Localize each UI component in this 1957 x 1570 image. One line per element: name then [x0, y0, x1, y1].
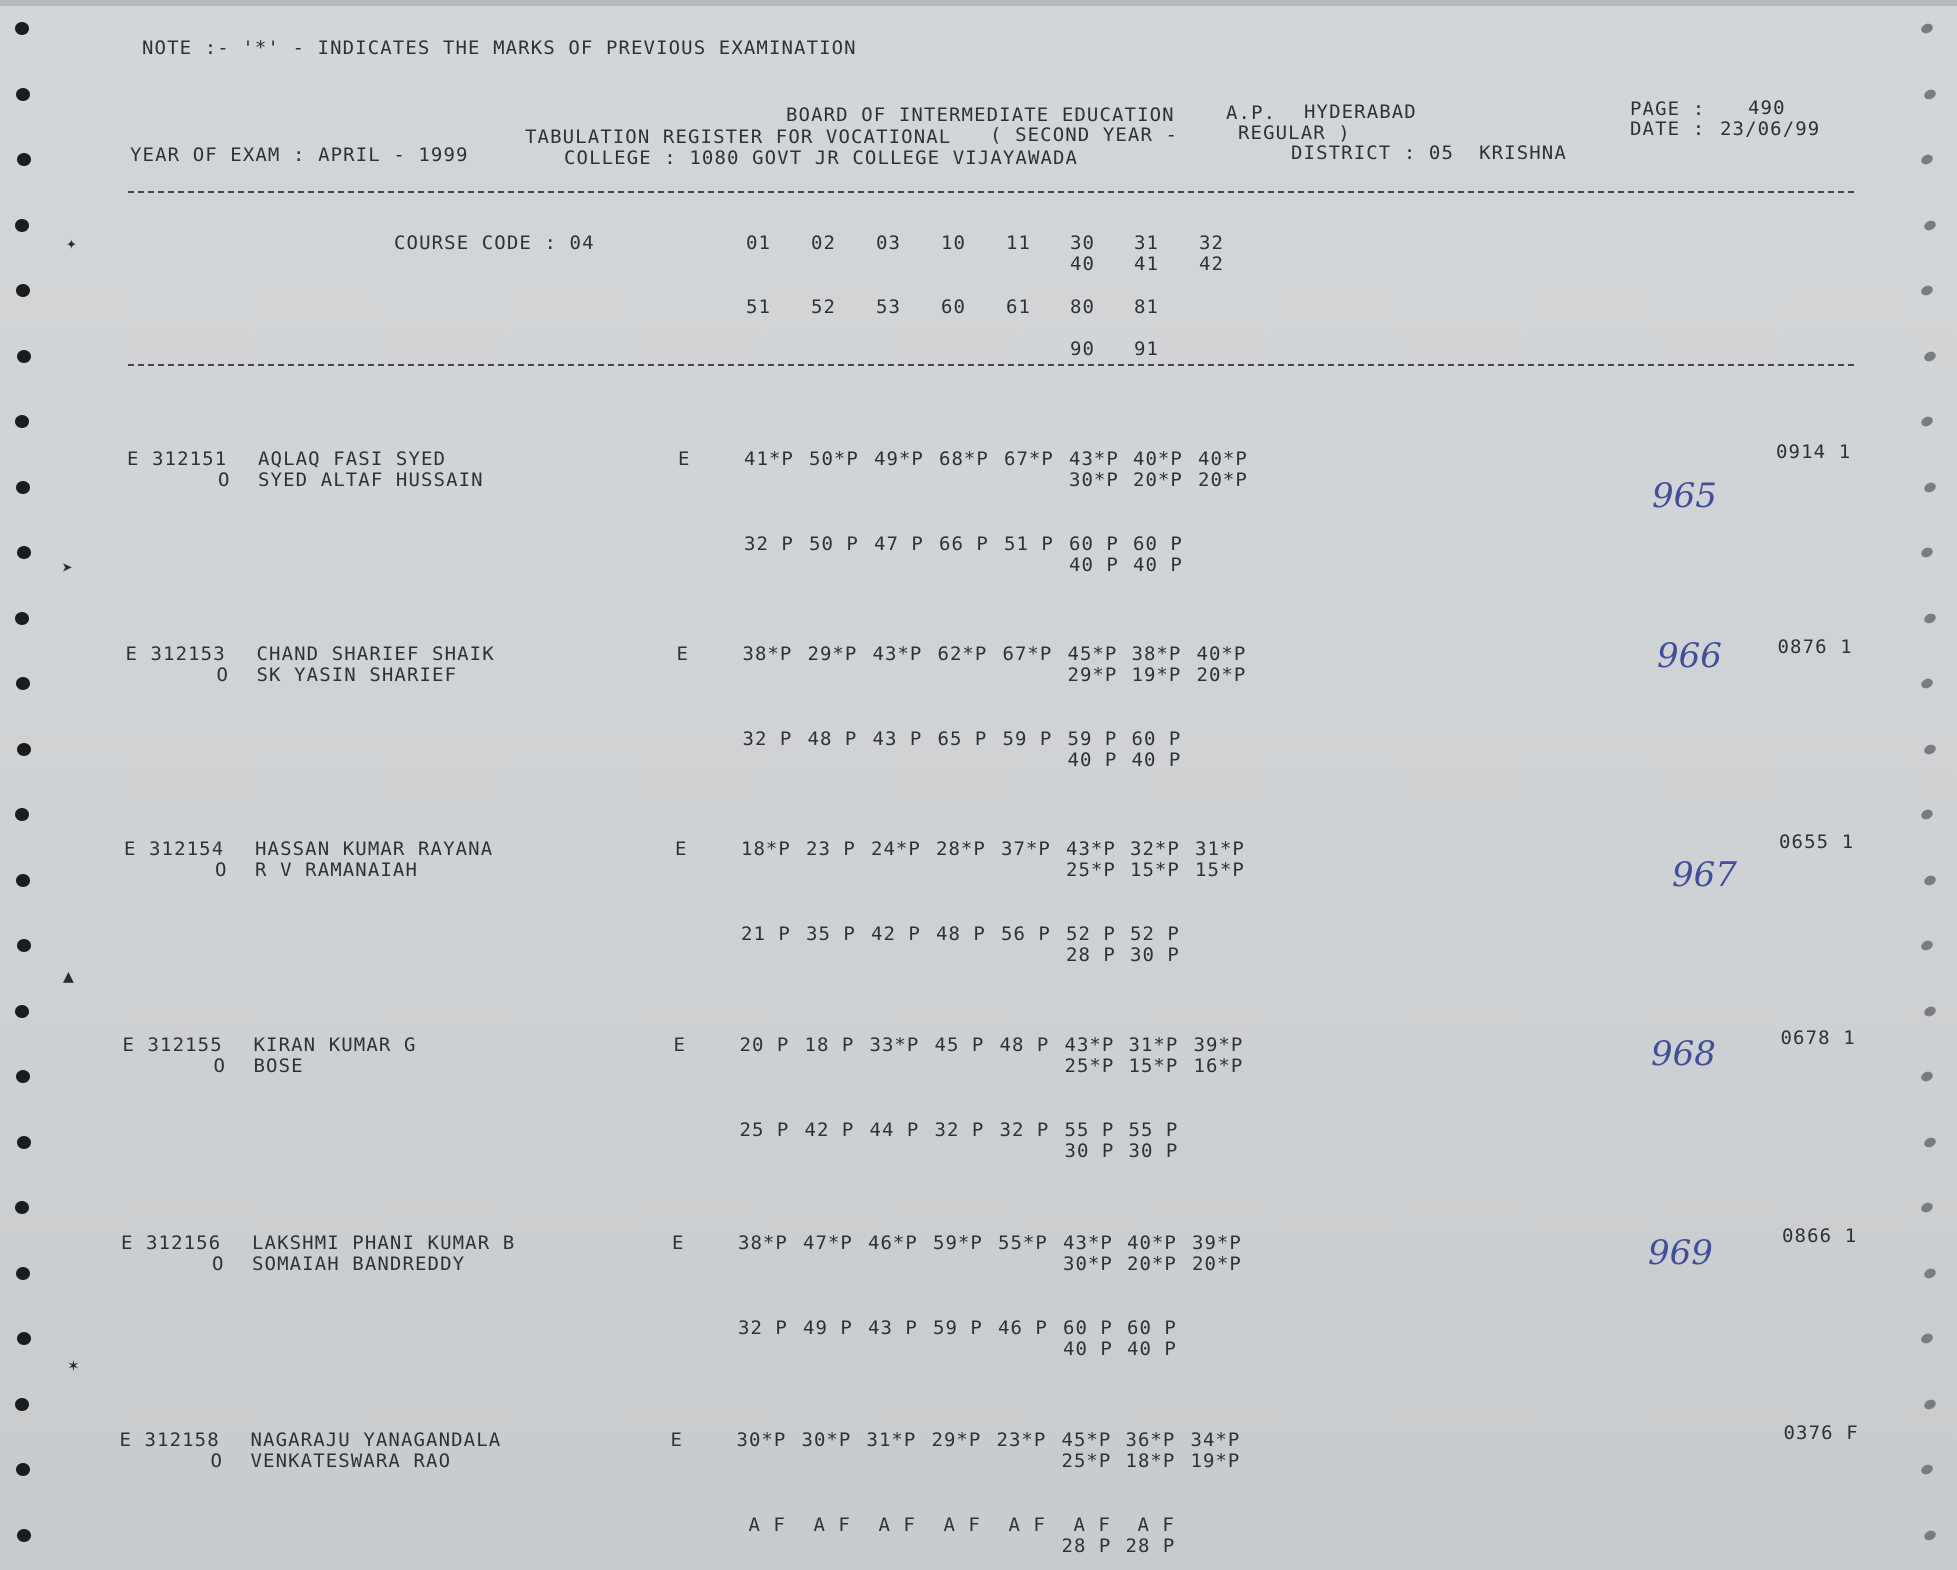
mark-cell: 43*P	[1069, 448, 1119, 470]
category-code: O	[213, 1055, 227, 1077]
mark-cell: 41*P	[744, 448, 794, 470]
mark-cell: 30*P	[801, 1429, 852, 1451]
mark-cell: 59 P	[1067, 728, 1118, 750]
exam-year: YEAR OF EXAM : APRIL - 1999	[130, 144, 469, 166]
student-name: AQLAQ FASI SYED	[258, 448, 447, 470]
mark-cell: 60 P	[1127, 1317, 1177, 1339]
board-city: HYDERABAD	[1304, 101, 1417, 123]
mark-cell: 52 P	[1066, 923, 1116, 945]
print-date: 23/06/99	[1720, 118, 1821, 140]
mark-cell: 59 P	[933, 1317, 983, 1339]
mark-cell: 38*P	[1131, 643, 1182, 665]
mark-cell: 40 P	[1063, 1338, 1113, 1360]
mark-cell: 20*P	[1196, 664, 1247, 686]
feed-hole	[1920, 284, 1935, 297]
mark-cell: 29*P	[931, 1429, 982, 1451]
mark-cell: 47*P	[803, 1232, 853, 1254]
feed-hole	[1923, 873, 1938, 886]
subject-code: 01	[746, 232, 771, 254]
medium-flag: E	[670, 1429, 684, 1451]
mark-cell: 42 P	[804, 1119, 855, 1141]
college-name: COLLEGE : 1080 GOVT JR COLLEGE VIJAYAWADA	[564, 147, 1079, 169]
feed-hole	[17, 153, 31, 166]
student-name: KIRAN KUMAR G	[253, 1034, 417, 1056]
page-number: 490	[1748, 97, 1786, 119]
mark-cell: 28*P	[936, 838, 986, 860]
medium-code: E	[125, 643, 139, 665]
mark-cell: 21 P	[741, 923, 791, 945]
feed-hole	[1923, 1397, 1938, 1410]
feed-hole	[1923, 480, 1938, 493]
mark-cell: 43 P	[872, 728, 923, 750]
mark-cell: 59 P	[1002, 728, 1053, 750]
feed-hole	[15, 1005, 29, 1018]
category-code: O	[218, 469, 231, 491]
mark-cell: 29*P	[1067, 664, 1118, 686]
feed-hole	[17, 350, 31, 363]
feed-hole	[1920, 415, 1935, 428]
mark-cell: 31*P	[1128, 1034, 1179, 1056]
subject-code: 51	[746, 296, 771, 318]
mark-cell: 40*P	[1127, 1232, 1177, 1254]
subject-code: 42	[1199, 253, 1224, 275]
subject-code: 32	[1199, 232, 1224, 254]
mark-cell: 15*P	[1128, 1055, 1179, 1077]
category-code: O	[212, 1253, 225, 1275]
roll-number: 312151	[152, 448, 228, 470]
subject-code: 81	[1134, 296, 1159, 318]
feed-hole	[1923, 1135, 1938, 1148]
mark-cell: 25*P	[1064, 1055, 1115, 1077]
mark-cell: A F	[878, 1514, 916, 1536]
mark-cell: A F	[943, 1514, 981, 1536]
mark-cell: 20*P	[1198, 469, 1248, 491]
subject-code: 60	[941, 296, 966, 318]
mark-cell: 51 P	[1004, 533, 1054, 555]
medium-code: E	[122, 1034, 136, 1056]
mark-cell: 42 P	[871, 923, 921, 945]
mark-cell: 31*P	[1195, 838, 1245, 860]
subject-code: 30	[1070, 232, 1095, 254]
category-code: O	[215, 859, 228, 881]
year-type: ( SECOND YEAR -	[990, 124, 1179, 146]
feed-hole	[16, 1463, 30, 1476]
mark-cell: 32*P	[1130, 838, 1180, 860]
feed-hole	[1920, 808, 1935, 821]
feed-hole	[16, 88, 30, 101]
rule-top	[128, 191, 1854, 193]
feed-hole	[1920, 1070, 1935, 1083]
aggregate-total: 0655 1	[1779, 831, 1855, 853]
mark-cell: 38*P	[742, 643, 793, 665]
handwritten-serial: 968	[1651, 1034, 1716, 1074]
mark-cell: 50*P	[809, 448, 859, 470]
aggregate-total: 0876 1	[1777, 636, 1853, 658]
mark-cell: 45*P	[1061, 1429, 1112, 1451]
medium-flag: E	[675, 838, 688, 860]
subject-code: 10	[941, 232, 966, 254]
mark-cell: 56 P	[1001, 923, 1051, 945]
feed-hole	[1920, 1201, 1935, 1214]
board-state: A.P.	[1226, 102, 1277, 124]
medium-flag: E	[676, 643, 690, 665]
roll-number: 312158	[144, 1429, 220, 1451]
subject-code: 41	[1134, 253, 1159, 275]
mark-cell: 15*P	[1130, 859, 1180, 881]
rule-bottom	[128, 364, 1854, 366]
roll-number: 312155	[147, 1034, 223, 1056]
category-code: O	[210, 1450, 224, 1472]
mark-cell: 43*P	[1064, 1034, 1115, 1056]
mark-cell: 47 P	[874, 533, 924, 555]
feed-hole	[15, 1201, 29, 1214]
mark-cell: 28 P	[1125, 1535, 1176, 1557]
feed-hole	[15, 808, 29, 821]
feed-hole	[17, 743, 31, 756]
mark-cell: 59*P	[933, 1232, 983, 1254]
mark-cell: 40*P	[1198, 448, 1248, 470]
mark-cell: 39*P	[1192, 1232, 1242, 1254]
mark-cell: 20*P	[1127, 1253, 1177, 1275]
feed-hole	[16, 677, 30, 690]
feed-hole	[15, 219, 29, 232]
mark-cell: 30 P	[1128, 1140, 1179, 1162]
subject-code: 31	[1134, 232, 1159, 254]
feed-hole	[1923, 742, 1938, 755]
mark-cell: 46*P	[868, 1232, 918, 1254]
aggregate-total: 0866 1	[1782, 1225, 1858, 1247]
mark-cell: 49*P	[874, 448, 924, 470]
mark-cell: 44 P	[869, 1119, 920, 1141]
mark-cell: 43 P	[868, 1317, 918, 1339]
mark-cell: 65 P	[937, 728, 988, 750]
mark-cell: 15*P	[1195, 859, 1245, 881]
category-code: O	[216, 664, 230, 686]
mark-cell: 55*P	[998, 1232, 1048, 1254]
subject-code: 11	[1006, 232, 1031, 254]
mark-cell: 25*P	[1066, 859, 1116, 881]
parent-name: SOMAIAH BANDREDDY	[252, 1253, 466, 1275]
roll-number: 312154	[149, 838, 225, 860]
mark-cell: A F	[813, 1514, 851, 1536]
mark-cell: 37*P	[1001, 838, 1051, 860]
mark-cell: 23 P	[806, 838, 856, 860]
feed-hole	[1923, 349, 1938, 362]
feed-hole	[1920, 1463, 1935, 1476]
mark-cell: 30*P	[1069, 469, 1119, 491]
mark-cell: 30 P	[1064, 1140, 1115, 1162]
mark-cell: 39*P	[1193, 1034, 1244, 1056]
medium-code: E	[127, 448, 140, 470]
mark-cell: A F	[1137, 1514, 1175, 1536]
feed-hole	[16, 1267, 30, 1280]
parent-name: VENKATESWARA RAO	[250, 1450, 452, 1472]
page-label: PAGE :	[1630, 98, 1706, 120]
medium-flag: E	[678, 448, 691, 470]
mark-cell: A F	[1073, 1514, 1111, 1536]
mark-cell: 40*P	[1133, 448, 1183, 470]
mark-cell: 20 P	[739, 1034, 790, 1056]
medium-flag: E	[672, 1232, 685, 1254]
parent-name: SYED ALTAF HUSSAIN	[258, 469, 484, 491]
mark-cell: 33*P	[869, 1034, 920, 1056]
mark-cell: 46 P	[998, 1317, 1048, 1339]
mark-cell: 16*P	[1193, 1055, 1244, 1077]
feed-hole	[17, 939, 31, 952]
mark-cell: 60 P	[1069, 533, 1119, 555]
mark-cell: 28 P	[1061, 1535, 1112, 1557]
subject-code: 90	[1070, 338, 1095, 360]
handwritten-serial: 969	[1648, 1233, 1713, 1273]
mark-cell: 32 P	[934, 1119, 985, 1141]
subject-code: 40	[1070, 253, 1095, 275]
mark-cell: 60 P	[1131, 728, 1182, 750]
mark-cell: 66 P	[939, 533, 989, 555]
feed-hole	[16, 284, 30, 297]
mark-cell: 40 P	[1127, 1338, 1177, 1360]
mark-cell: 43*P	[1063, 1232, 1113, 1254]
feed-hole	[1923, 87, 1938, 100]
mark-cell: 40 P	[1131, 749, 1182, 771]
medium-code: E	[124, 838, 137, 860]
mark-cell: 18 P	[804, 1034, 855, 1056]
subject-code: 52	[811, 296, 836, 318]
exam-mode: REGULAR )	[1238, 122, 1351, 144]
feed-hole	[1923, 1004, 1938, 1017]
mark-cell: 55 P	[1064, 1119, 1115, 1141]
mark-cell: 60 P	[1133, 533, 1183, 555]
medium-code: E	[119, 1429, 133, 1451]
subject-code: 91	[1134, 338, 1159, 360]
mark-cell: 20*P	[1192, 1253, 1242, 1275]
mark-cell: 45 P	[934, 1034, 985, 1056]
feed-hole	[15, 612, 29, 625]
mark-cell: 23*P	[996, 1429, 1047, 1451]
mark-cell: 32 P	[999, 1119, 1050, 1141]
mark-cell: 62*P	[937, 643, 988, 665]
mark-cell: 18*P	[1125, 1450, 1176, 1472]
aggregate-total: 0678 1	[1780, 1027, 1856, 1049]
mark-cell: 43*P	[1066, 838, 1116, 860]
parent-name: SK YASIN SHARIEF	[256, 664, 458, 686]
register-title: TABULATION REGISTER FOR VOCATIONAL	[525, 126, 952, 148]
mark-cell: 48 P	[807, 728, 858, 750]
mark-cell: 60 P	[1063, 1317, 1113, 1339]
mark-cell: 49 P	[803, 1317, 853, 1339]
mark-cell: 20*P	[1133, 469, 1183, 491]
mark-cell: A F	[1008, 1514, 1046, 1536]
roll-number: 312156	[146, 1232, 222, 1254]
mark-cell: 50 P	[809, 533, 859, 555]
note-line: NOTE :- '*' - INDICATES THE MARKS OF PREVIOUS EXAMINATION	[142, 37, 857, 59]
aggregate-total: 0376 F	[1783, 1422, 1859, 1444]
date-label: DATE :	[1630, 118, 1706, 140]
feed-hole	[17, 1332, 31, 1345]
mark-cell: 29*P	[807, 643, 858, 665]
parent-name: BOSE	[253, 1055, 304, 1077]
feed-hole	[1920, 677, 1935, 690]
mark-cell: 67*P	[1002, 643, 1053, 665]
mark-cell: 45*P	[1067, 643, 1118, 665]
handwritten-serial: 965	[1652, 476, 1717, 516]
board-title: BOARD OF INTERMEDIATE EDUCATION	[786, 104, 1175, 126]
mark-cell: 40 P	[1069, 554, 1119, 576]
mark-cell: 24*P	[871, 838, 921, 860]
handwritten-serial: 967	[1672, 855, 1737, 895]
mark-cell: 30*P	[736, 1429, 787, 1451]
mark-cell: 68*P	[939, 448, 989, 470]
roll-number: 312153	[150, 643, 226, 665]
punch-mark-1: ✦	[66, 233, 77, 254]
feed-hole	[17, 1136, 31, 1149]
mark-cell: 18*P	[741, 838, 791, 860]
mark-cell: 40*P	[1196, 643, 1247, 665]
feed-hole	[1923, 611, 1938, 624]
feed-hole	[17, 546, 31, 559]
mark-cell: 19*P	[1190, 1450, 1241, 1472]
feed-hole	[1920, 1332, 1935, 1345]
mark-cell: 40 P	[1133, 554, 1183, 576]
mark-cell: 34*P	[1190, 1429, 1241, 1451]
student-name: HASSAN KUMAR RAYANA	[255, 838, 494, 860]
subject-code: 03	[876, 232, 901, 254]
mark-cell: 38*P	[738, 1232, 788, 1254]
feed-hole	[16, 481, 30, 494]
punch-mark-2: ➤	[62, 558, 73, 579]
feed-hole	[15, 1398, 29, 1411]
mark-cell: 19*P	[1131, 664, 1182, 686]
feed-hole	[1920, 546, 1935, 559]
mark-cell: 31*P	[866, 1429, 917, 1451]
subject-code: 61	[1006, 296, 1031, 318]
student-name: CHAND SHARIEF SHAIK	[256, 643, 495, 665]
student-name: NAGARAJU YANAGANDALA	[250, 1429, 502, 1451]
aggregate-total: 0914 1	[1776, 441, 1852, 463]
feed-hole	[1923, 1266, 1938, 1279]
mark-cell: 35 P	[806, 923, 856, 945]
mark-cell: 55 P	[1128, 1119, 1179, 1141]
district-name: DISTRICT : 05 KRISHNA	[1291, 142, 1567, 164]
mark-cell: 25 P	[739, 1119, 790, 1141]
mark-cell: 48 P	[999, 1034, 1050, 1056]
punch-mark-3: ▲	[63, 966, 74, 987]
feed-hole	[17, 1529, 31, 1542]
feed-hole	[1920, 939, 1935, 952]
feed-hole	[15, 415, 29, 428]
handwritten-serial: 966	[1657, 636, 1722, 676]
mark-cell: 36*P	[1125, 1429, 1176, 1451]
mark-cell: 28 P	[1066, 944, 1116, 966]
subject-code: 02	[811, 232, 836, 254]
mark-cell: A F	[748, 1514, 786, 1536]
mark-cell: 30*P	[1063, 1253, 1113, 1275]
feed-hole	[1923, 218, 1938, 231]
subject-code: 80	[1070, 296, 1095, 318]
mark-cell: 48 P	[936, 923, 986, 945]
mark-cell: 52 P	[1130, 923, 1180, 945]
mark-cell: 32 P	[744, 533, 794, 555]
mark-cell: 67*P	[1004, 448, 1054, 470]
feed-hole	[16, 874, 30, 887]
medium-flag: E	[673, 1034, 687, 1056]
mark-cell: 40 P	[1067, 749, 1118, 771]
medium-code: E	[121, 1232, 134, 1254]
mark-cell: 25*P	[1061, 1450, 1112, 1472]
mark-cell: 30 P	[1130, 944, 1180, 966]
parent-name: R V RAMANAIAH	[255, 859, 419, 881]
feed-hole	[1920, 22, 1935, 35]
subject-code: 53	[876, 296, 901, 318]
feed-hole	[16, 1070, 30, 1083]
mark-cell: 32 P	[738, 1317, 788, 1339]
course-code-label: COURSE CODE : 04	[394, 232, 595, 254]
mark-cell: 43*P	[872, 643, 923, 665]
feed-hole	[15, 22, 29, 35]
student-name: LAKSHMI PHANI KUMAR B	[252, 1232, 516, 1254]
mark-cell: 32 P	[742, 728, 793, 750]
feed-hole	[1923, 1528, 1938, 1541]
feed-hole	[1920, 153, 1935, 166]
punch-mark-4: ✶	[68, 1355, 79, 1376]
